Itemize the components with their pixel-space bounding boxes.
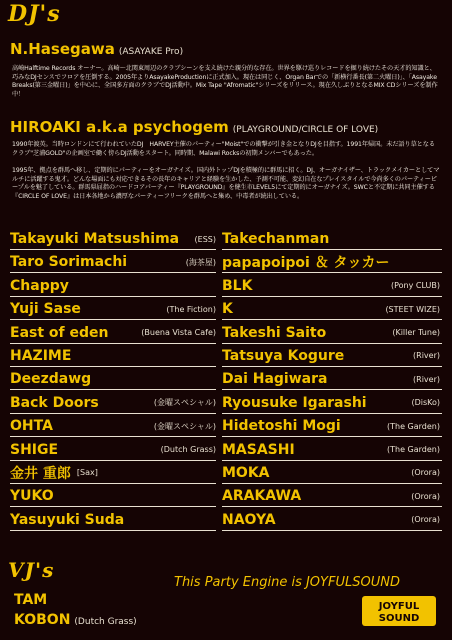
artist2-name-text: HIROAKI a.k.a psychogem (10, 118, 229, 136)
roster-cell-left (10, 485, 218, 507)
roster-cell-right (222, 439, 442, 461)
vjs-heading: VJ's (8, 558, 55, 582)
divider-line (222, 296, 442, 297)
dj-affiliation: (Orora) (411, 515, 440, 525)
vj-item (14, 612, 137, 628)
vj-name: KOBON (14, 612, 71, 628)
dj-name: Back Doors (10, 394, 99, 411)
divider-line (222, 413, 442, 414)
dj-affiliation: (ESS) (194, 234, 216, 244)
roster-cell-left (10, 251, 218, 273)
roster-row (10, 462, 442, 485)
artist1-name (10, 40, 183, 58)
divider-line (222, 272, 442, 273)
artist1-affiliation: (ASAYAKE Pro) (118, 47, 184, 57)
artist1-name-text: N.Hasegawa (10, 40, 115, 58)
divider-line (222, 460, 442, 461)
roster-cell-right (222, 392, 442, 414)
dj-name: MOKA (222, 464, 270, 481)
dj-affiliation: (Dutch Grass) (160, 445, 216, 455)
roster-row (10, 345, 442, 368)
roster-cell-right (222, 415, 442, 437)
roster-cell-left (10, 439, 218, 461)
roster-row (10, 228, 442, 251)
roster-cell-right (222, 322, 442, 344)
roster-row (10, 275, 442, 298)
dj-affiliation: (River) (413, 374, 440, 384)
divider-line (10, 319, 216, 320)
dj-affiliation: (DisKo) (411, 398, 440, 408)
roster-row (10, 322, 442, 345)
dj-name: Yuji Sase (10, 301, 81, 318)
divider-line (10, 506, 216, 507)
dj-roster (10, 228, 442, 532)
dj-affiliation: (The Fiction) (166, 304, 216, 314)
vj-affiliation: (Dutch Grass) (74, 617, 137, 627)
roster-cell-left (10, 368, 218, 390)
divider-line (10, 296, 216, 297)
vj-name: TAM (14, 592, 48, 608)
dj-affiliation: (Killer Tune) (392, 328, 440, 338)
roster-cell-right (222, 485, 442, 507)
divider-line (222, 506, 442, 507)
artist2-affiliation: (PLAYGROUND/CIRCLE OF LOVE) (232, 125, 379, 135)
dj-affiliation: (金曜スペシャル) (153, 421, 216, 431)
joyfulsound-logo (362, 596, 436, 626)
roster-cell-left (10, 509, 218, 531)
artist2-name (10, 118, 378, 136)
dj-name: East of eden (10, 324, 109, 341)
dj-affiliation: (Orora) (411, 491, 440, 501)
divider-line (222, 319, 442, 320)
roster-cell-left (10, 415, 218, 437)
roster-cell-left (10, 345, 218, 367)
divider-line (222, 343, 442, 344)
dj-affiliation: (Pony CLUB) (390, 281, 440, 291)
divider-line (10, 436, 216, 437)
roster-cell-left (10, 228, 218, 250)
roster-cell-right (222, 368, 442, 390)
divider-line (222, 483, 442, 484)
divider-line (222, 389, 442, 390)
dj-name: ARAKAWA (222, 488, 302, 505)
logo-word-2: SOUND (378, 613, 420, 624)
dj-name: Tatsuya Kogure (222, 347, 345, 364)
divider-line (10, 389, 216, 390)
dj-name: papapoipoi ＆ タッカー (222, 255, 390, 272)
dj-name: MASASHI (222, 441, 295, 458)
dj-affiliation: (The Garden) (387, 421, 440, 431)
roster-cell-right (222, 251, 442, 273)
dj-name: Hidetoshi Mogi (222, 418, 341, 435)
roster-row (10, 509, 442, 532)
roster-row (10, 298, 442, 321)
roster-cell-left (10, 392, 218, 414)
divider-line (10, 272, 216, 273)
dj-affiliation: (金曜スペシャル) (153, 398, 216, 408)
roster-row (10, 251, 442, 274)
divider-line (222, 530, 442, 531)
roster-cell-right (222, 345, 442, 367)
dj-name: K (222, 301, 233, 318)
dj-name: Takeshi Saito (222, 324, 327, 341)
roster-row (10, 415, 442, 438)
dj-name: OHTA (10, 418, 53, 435)
dj-name: Taro Sorimachi (10, 254, 128, 271)
divider-line (10, 366, 216, 367)
djs-heading: DJ's (8, 1, 61, 27)
dj-name: SHIGE (10, 441, 59, 458)
roster-cell-left (10, 462, 218, 484)
dj-name: Ryousuke Igarashi (222, 394, 367, 411)
roster-cell-left (10, 298, 218, 320)
artist2-bio1: 1990年渡英。当時ロンドンにて行われていたDJ HARVEY主催のパーティー"Moist"での衝撃が引き金となりDJを目指す。1991年帰国。未だ語り草となるクラブ"芝浦GOLD"の企画室で働く傍らDJ活動をスタート。同時期、Malawi Rocksの初期メンバーでもあった。 (12, 141, 435, 157)
dj-name: BLK (222, 277, 253, 294)
artist2-bio2: 1995年、拠点を群馬へ移し、定期的にパーティーをオーガナイズ。国内外トップDJを積極的に群馬に招く。DJ、オーガナイザー、トラックメイカーとしてマルチに活躍する鬼才。どんな場面にも対応できるその長年のキャリアと経験を生かした、予測不可能、変幻自在なプレイスタイルで今尚多くのパーティーピープルを魅了している。群馬県屈指のハードコアパーティー『PLAYGROUND』を健生市LEVEL5にて定期的にオーガナイズ。SWCと不定期に共同主催する『CIRCLE OF LOVE』は日本各地から濃厚なパーティーフリークを群馬へと集め、中毒者が続出している。 (12, 167, 440, 200)
dj-name: HAZIME (10, 347, 72, 364)
roster-cell-right (222, 228, 442, 250)
divider-line (222, 436, 442, 437)
divider-line (10, 483, 216, 484)
dj-name: Dai Hagiwara (222, 371, 328, 388)
dj-name: 金井 重郎 (10, 465, 71, 482)
roster-cell-left (10, 275, 218, 297)
dj-name: NAOYA (222, 511, 276, 528)
divider-line (10, 343, 216, 344)
roster-cell-left (10, 322, 218, 344)
dj-affiliation: (Orora) (411, 468, 440, 478)
divider-line (10, 530, 216, 531)
divider-line (222, 249, 442, 250)
sponsor-line: This Party Engine is JOYFULSOUND (174, 575, 400, 590)
logo-word-1: JOYFUL (378, 601, 420, 612)
dj-name: Takayuki Matsushima (10, 231, 180, 247)
dj-affiliation: (Buena Vista Cafe) (141, 328, 216, 338)
dj-name: Chappy (10, 277, 69, 294)
roster-row (10, 485, 442, 508)
roster-row (10, 439, 442, 462)
roster-row (10, 368, 442, 391)
divider-line (10, 249, 216, 250)
roster-row (10, 392, 442, 415)
dj-affiliation: [Sax] (76, 468, 98, 478)
roster-cell-right (222, 275, 442, 297)
dj-name: Deezdawg (10, 371, 92, 388)
divider-line (10, 413, 216, 414)
divider-line (10, 460, 216, 461)
dj-name: YUKO (10, 488, 54, 505)
divider-line (222, 366, 442, 367)
dj-affiliation: (The Garden) (387, 445, 440, 455)
dj-name: Yasuyuki Suda (10, 511, 125, 528)
artist1-bio: 高崎Halftime Records オーナー。高崎〜北関東周辺のクラブシーンを支え続けた親分的な存在。世界を駆け巡りレコードを掘り続けたその天才的知識と、巧みなDJセンスでフロアを圧倒する。2005年よりAsayakeProductionに正式加入。現在は同じく、Organ Barでの「新横行番長(第二火曜日)」、「Asayake Breaks(第三金曜日)」を中心に、全国多方面のクラブでDJ活動中。Mix Tape "Afromatic"シリーズをリリース。現在久しぶりとなるMIX CDシリーズを制作中！ (12, 65, 438, 98)
roster-cell-right (222, 509, 442, 531)
roster-cell-right (222, 298, 442, 320)
dj-affiliation: (STEET WIZE) (385, 304, 440, 314)
vj-item (14, 592, 47, 608)
roster-cell-right (222, 462, 442, 484)
dj-affiliation: (海茶屋) (185, 257, 216, 267)
dj-affiliation: (River) (413, 351, 440, 361)
dj-name: Takechanman (222, 231, 330, 247)
